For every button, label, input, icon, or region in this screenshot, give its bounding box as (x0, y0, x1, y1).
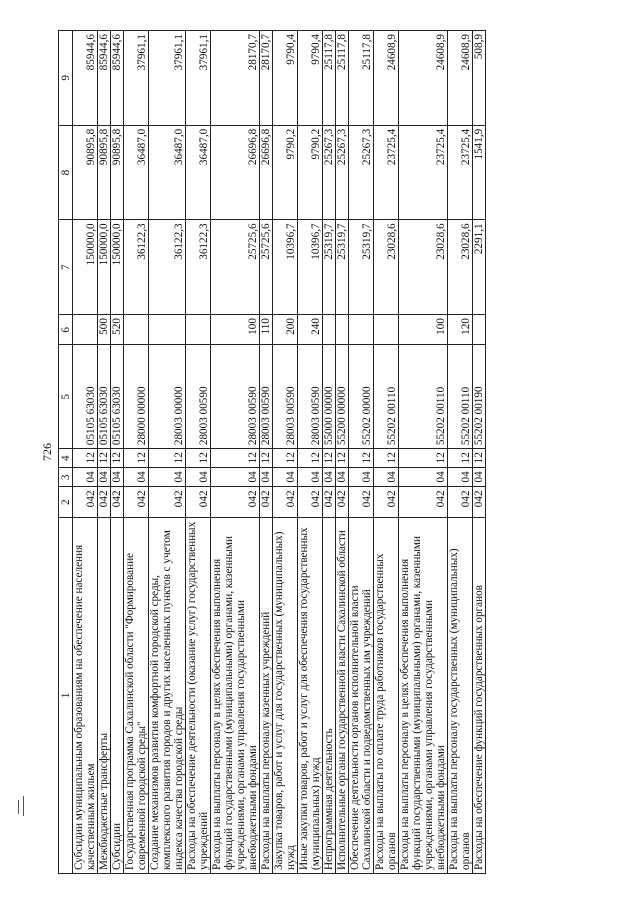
amount-col7-cell: 25319,7 (323, 220, 336, 315)
scan-artifact (18, 800, 19, 814)
amount-col9-cell: 9790,4 (273, 31, 298, 126)
table-row (336, 31, 349, 874)
code-target-cell: 05105 63030 (73, 345, 98, 449)
code-target-cell: 55202 00110 (374, 345, 399, 449)
code-subsection-cell: 12 (336, 449, 349, 468)
row-name-cell: Расходы на выплаты персоналу государственных (муниципальных) органов (448, 517, 473, 873)
code-expense-type-cell: 100 (399, 315, 448, 345)
amount-col9-cell: 9790,4 (298, 31, 323, 126)
table-row (323, 31, 336, 874)
table-row (186, 31, 211, 874)
code-subsection-cell: 12 (448, 449, 473, 468)
code-target-cell: 28003 00590 (298, 345, 323, 449)
amount-col9-cell: 85944,6 (111, 31, 124, 126)
table-row (374, 31, 399, 874)
code-section-cell: 04 (336, 468, 349, 487)
code-expense-type-cell (473, 315, 486, 345)
amount-col8-cell: 36487,0 (124, 125, 149, 220)
code-target-cell: 55202 00190 (473, 345, 486, 449)
table-row (149, 31, 186, 874)
row-name-cell: Расходы на выплаты персоналу в целях обеспечения выполнения функций государственными (муниципальными) органами, казенными учреждениями, органами управления государственными внебюджетными фондами (211, 517, 260, 873)
code-target-cell: 28003 00590 (186, 345, 211, 449)
code-subsection-cell: 12 (473, 449, 486, 468)
table-row (98, 31, 111, 874)
amount-col7-cell: 2291,1 (473, 220, 486, 315)
amount-col7-cell: 23028,6 (374, 220, 399, 315)
row-name-cell: Непрограммная деятельность (323, 517, 336, 873)
amount-col9-cell: 24608,9 (448, 31, 473, 126)
code-subsection-cell: 12 (399, 449, 448, 468)
code-expense-type-cell (124, 315, 149, 345)
row-name-cell: Закупка товаров, работ и услуг для государственных (муниципальных) нужд (273, 517, 298, 873)
code-section-cell: 04 (473, 468, 486, 487)
amount-col9-cell: 37961,1 (149, 31, 186, 126)
code-subsection-cell: 12 (374, 449, 399, 468)
code-expense-type-cell (349, 315, 374, 345)
table-row (260, 31, 273, 874)
table-row (111, 31, 124, 874)
code-expense-type-cell (323, 315, 336, 345)
table-header-row (59, 31, 73, 874)
code-target-cell: 55202 00110 (399, 345, 448, 449)
code-subsection-cell: 12 (186, 449, 211, 468)
amount-col7-cell: 150000,0 (73, 220, 98, 315)
code-admin-cell: 042 (186, 487, 211, 517)
code-target-cell: 28003 00590 (260, 345, 273, 449)
column-header: 4 (59, 449, 73, 468)
row-name-cell: Создание механизмов развития комфортной городской среды, комплексного развития городов и других населенных пунктов с учетом индекса качества городской среды (149, 517, 186, 873)
code-subsection-cell: 12 (349, 449, 374, 468)
column-header: 2 (59, 487, 73, 517)
code-target-cell: 55200 00000 (336, 345, 349, 449)
amount-col7-cell: 36122,3 (124, 220, 149, 315)
code-admin-cell: 042 (260, 487, 273, 517)
code-admin-cell: 042 (98, 487, 111, 517)
code-admin-cell: 042 (111, 487, 124, 517)
amount-col8-cell: 26696,8 (211, 125, 260, 220)
amount-col7-cell: 150000,0 (98, 220, 111, 315)
document-page (40, 22, 600, 882)
amount-col8-cell: 90895,8 (98, 125, 111, 220)
amount-col7-cell: 25319,7 (349, 220, 374, 315)
amount-col8-cell: 36487,0 (149, 125, 186, 220)
amount-col8-cell: 23725,4 (374, 125, 399, 220)
code-subsection-cell: 12 (149, 449, 186, 468)
table-row (473, 31, 486, 874)
column-header: 5 (59, 345, 73, 449)
code-section-cell: 04 (186, 468, 211, 487)
row-name-cell: Межбюджетные трансферты (98, 517, 111, 873)
code-section-cell: 04 (124, 468, 149, 487)
code-target-cell: 28000 00000 (124, 345, 149, 449)
code-section-cell: 04 (111, 468, 124, 487)
column-header: 8 (59, 125, 73, 220)
amount-col8-cell: 1541,9 (473, 125, 486, 220)
amount-col7-cell: 10396,7 (273, 220, 298, 315)
amount-col9-cell: 25117,8 (349, 31, 374, 126)
scan-artifact (23, 796, 24, 816)
code-subsection-cell: 12 (211, 449, 260, 468)
row-name-cell: Обеспечение деятельности органов исполнительной власти Сахалинской области и подведомственных им учреждений (349, 517, 374, 873)
table-row (211, 31, 260, 874)
code-admin-cell: 042 (473, 487, 486, 517)
code-admin-cell: 042 (273, 487, 298, 517)
code-expense-type-cell (374, 315, 399, 345)
code-subsection-cell: 12 (111, 449, 124, 468)
amount-col8-cell: 90895,8 (111, 125, 124, 220)
row-name-cell: Расходы на обеспечение деятельности (оказание услуг) государственных учреждений (186, 517, 211, 873)
amount-col7-cell: 10396,7 (298, 220, 323, 315)
code-expense-type-cell: 100 (211, 315, 260, 345)
table-row (448, 31, 473, 874)
amount-col9-cell: 37961,1 (124, 31, 149, 126)
code-target-cell: 55202 00110 (448, 345, 473, 449)
code-target-cell: 28003 00590 (211, 345, 260, 449)
code-expense-type-cell: 120 (448, 315, 473, 345)
amount-col9-cell: 37961,1 (186, 31, 211, 126)
amount-col9-cell: 28170,7 (260, 31, 273, 126)
column-header: 9 (59, 31, 73, 126)
code-admin-cell: 042 (448, 487, 473, 517)
code-admin-cell: 042 (323, 487, 336, 517)
column-header: 6 (59, 315, 73, 345)
code-target-cell: 05105 63030 (98, 345, 111, 449)
code-admin-cell: 042 (374, 487, 399, 517)
row-name-cell: Расходы на выплаты персоналу казенных учреждений (260, 517, 273, 873)
code-section-cell: 04 (98, 468, 111, 487)
amount-col8-cell: 25267,3 (323, 125, 336, 220)
row-name-cell: Расходы на обеспечение функций государственных органов (473, 517, 486, 873)
page-number: 726 (40, 443, 54, 461)
code-subsection-cell: 12 (73, 449, 98, 468)
code-section-cell: 04 (211, 468, 260, 487)
code-subsection-cell: 12 (260, 449, 273, 468)
budget-table (58, 30, 486, 874)
code-admin-cell: 042 (399, 487, 448, 517)
code-expense-type-cell: 200 (273, 315, 298, 345)
amount-col7-cell: 150000,0 (111, 220, 124, 315)
code-expense-type-cell: 240 (298, 315, 323, 345)
code-admin-cell: 042 (124, 487, 149, 517)
table-row (273, 31, 298, 874)
row-name-cell: Расходы на выплаты персоналу в целях обеспечения выполнения функций государственными (муниципальными) органами, казенными учреждениями, органами управления государственными внебюджетными фондами (399, 517, 448, 873)
row-name-cell: Расходы на выплаты по оплате труда работников государственных органов (374, 517, 399, 873)
row-name-cell: Субсидии (111, 517, 124, 873)
amount-col7-cell: 25725,6 (211, 220, 260, 315)
code-admin-cell: 042 (211, 487, 260, 517)
code-subsection-cell: 12 (323, 449, 336, 468)
code-expense-type-cell (186, 315, 211, 345)
amount-col8-cell: 90895,8 (73, 125, 98, 220)
table-row (73, 31, 98, 874)
code-target-cell: 05105 63030 (111, 345, 124, 449)
code-expense-type-cell: 110 (260, 315, 273, 345)
code-expense-type-cell (336, 315, 349, 345)
amount-col7-cell: 23028,6 (399, 220, 448, 315)
code-section-cell: 04 (374, 468, 399, 487)
row-name-cell: Субсидии муниципальным образованиям на обеспечение населения качественным жильем (73, 517, 98, 873)
code-section-cell: 04 (260, 468, 273, 487)
amount-col8-cell: 9790,2 (273, 125, 298, 220)
code-section-cell: 04 (73, 468, 98, 487)
code-expense-type-cell: 520 (111, 315, 124, 345)
row-name-cell: Иные закупки товаров, работ и услуг для обеспечения государственных (муниципальных) нужд (298, 517, 323, 873)
code-section-cell: 04 (298, 468, 323, 487)
amount-col7-cell: 23028,6 (448, 220, 473, 315)
code-target-cell: 28003 00590 (273, 345, 298, 449)
amount-col9-cell: 85944,6 (73, 31, 98, 126)
amount-col9-cell: 25117,8 (336, 31, 349, 126)
code-section-cell: 04 (323, 468, 336, 487)
table-row (399, 31, 448, 874)
table-row (349, 31, 374, 874)
code-expense-type-cell: 500 (98, 315, 111, 345)
code-expense-type-cell (73, 315, 98, 345)
code-target-cell: 55202 00000 (349, 345, 374, 449)
code-section-cell: 04 (149, 468, 186, 487)
column-header: 7 (59, 220, 73, 315)
amount-col7-cell: 25725,6 (260, 220, 273, 315)
table-row (298, 31, 323, 874)
amount-col9-cell: 28170,7 (211, 31, 260, 126)
amount-col8-cell: 36487,0 (186, 125, 211, 220)
row-name-cell: Государственная программа Сахалинской области "Формирование современной городской среды" (124, 517, 149, 873)
amount-col9-cell: 85944,6 (98, 31, 111, 126)
code-admin-cell: 042 (298, 487, 323, 517)
amount-col8-cell: 23725,4 (399, 125, 448, 220)
amount-col8-cell: 23725,4 (448, 125, 473, 220)
amount-col9-cell: 508,9 (473, 31, 486, 126)
code-section-cell: 04 (273, 468, 298, 487)
column-header: 1 (59, 517, 73, 873)
amount-col8-cell: 26696,8 (260, 125, 273, 220)
code-section-cell: 04 (399, 468, 448, 487)
code-target-cell: 55000 00000 (323, 345, 336, 449)
code-target-cell: 28003 00000 (149, 345, 186, 449)
code-admin-cell: 042 (73, 487, 98, 517)
amount-col9-cell: 25117,8 (323, 31, 336, 126)
amount-col8-cell: 25267,3 (336, 125, 349, 220)
code-admin-cell: 042 (349, 487, 374, 517)
amount-col7-cell: 25319,7 (336, 220, 349, 315)
amount-col9-cell: 24608,9 (399, 31, 448, 126)
code-expense-type-cell (149, 315, 186, 345)
amount-col9-cell: 24608,9 (374, 31, 399, 126)
amount-col7-cell: 36122,3 (186, 220, 211, 315)
column-header: 3 (59, 468, 73, 487)
code-section-cell: 04 (448, 468, 473, 487)
amount-col8-cell: 25267,3 (349, 125, 374, 220)
amount-col7-cell: 36122,3 (149, 220, 186, 315)
code-admin-cell: 042 (149, 487, 186, 517)
code-subsection-cell: 12 (124, 449, 149, 468)
table-row (124, 31, 149, 874)
code-section-cell: 04 (349, 468, 374, 487)
code-subsection-cell: 12 (98, 449, 111, 468)
amount-col8-cell: 9790,2 (298, 125, 323, 220)
code-subsection-cell: 12 (298, 449, 323, 468)
code-admin-cell: 042 (336, 487, 349, 517)
code-subsection-cell: 12 (273, 449, 298, 468)
row-name-cell: Исполнительные органы государственной власти Сахалинской области (336, 517, 349, 873)
